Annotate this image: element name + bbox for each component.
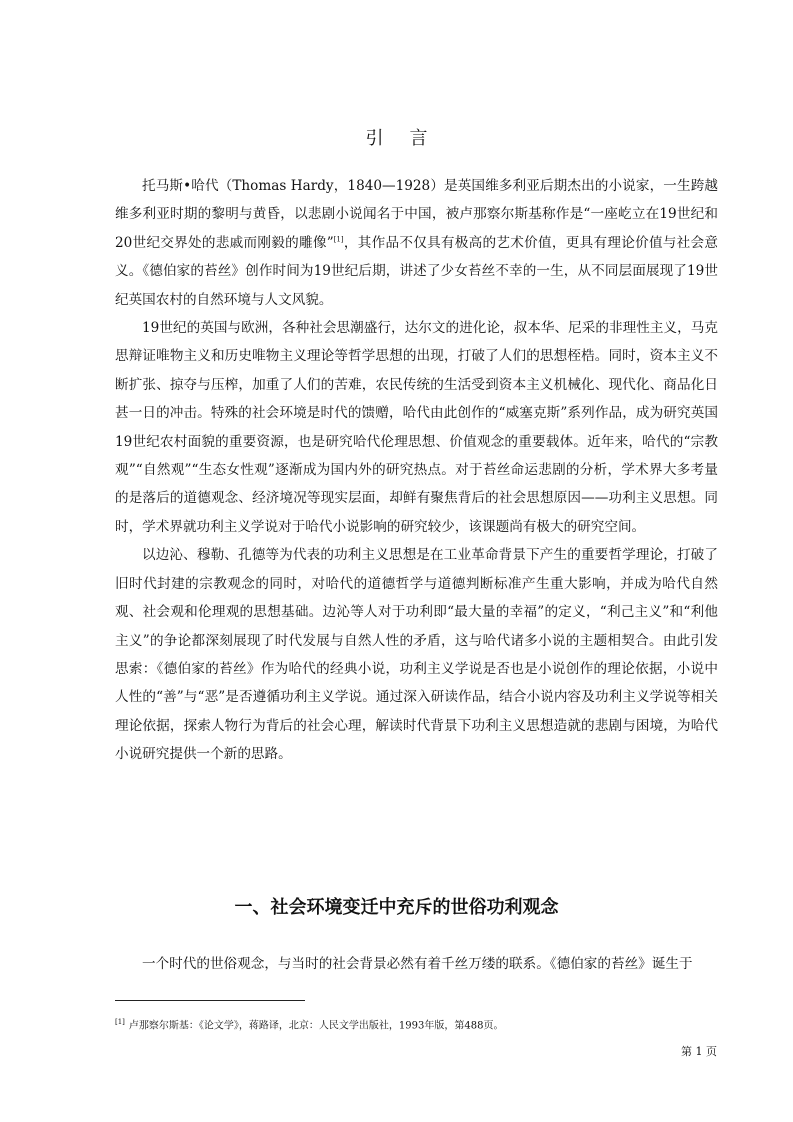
page-title: 引言 [365, 128, 454, 149]
paragraph-3-text: 以边沁、穆勒、孔德等为代表的功利主义思想是在工业革命背景下产生的重要哲学理论，打破了旧时代封建的宗教观念的同时，对哈代的道德哲学与道德判断标准产生重大影响，并成为哈代自然观、社会观和伦理观的思想基础。边沁等人对于功利即“最大量的幸福”的定义，“利己主义”和“利他主义”的争论都深刻展现了时代发展与自然人性的矛盾，这与哈代诸多小说的主题相契合。由此引发思索：《德伯家的苔丝》作为哈代的经典小说，功利主义学说是否也是小说创作的理论依据，小说中人性的“善”与“恶”是否遵循功利主义学说。通过深入研读作品，结合小说内容及功利主义学说等相关理论依据，探索人物行为背后的社会心理，解读时代背景下功利主义思想造就的悲剧与困境，为哈代小说研究提供一个新的思路。 [115, 547, 718, 763]
footnote [115, 1015, 718, 1033]
page-number: 第 1 页 [681, 1045, 717, 1058]
paragraph-1-text-a: 托马斯•哈代（Thomas Hardy，1840—1928）是英国维多利亚后期杰出的小说家，一生跨越维多利亚时期的黎明与黄昏，以悲剧小说闻名于中国，被卢那察尔斯基称作是“一座屹立在19世纪和20世纪交界处的悲戚而刚毅的雕像” [115, 178, 718, 251]
footnote-mark: [1] [115, 1018, 125, 1026]
paragraph-1-text-b: ，其作品不仅具有极高的艺术价值，更具有理论价值与社会意义。《德伯家的苔丝》创作时间为19世纪后期，讲述了少女苔丝不幸的一生，从不同层面展现了19世纪英国农村的自然环境与人文风貌。 [115, 234, 719, 308]
paragraph-1 [115, 172, 718, 314]
section-paragraph: 一个时代的世俗观念，与当时的社会背景必然有着千丝万缕的联系。《德伯家的苔丝》诞生于 [142, 956, 693, 972]
section-heading: 一、社会环境变迁中充斥的世俗功利观念 [234, 897, 559, 918]
footnote-reference[interactable]: [1] [333, 235, 344, 244]
footnote-divider [115, 1000, 305, 1001]
paragraph-2 [115, 314, 718, 541]
paragraph-2-text: 19世纪的英国与欧洲，各种社会思潮盛行，达尔文的进化论，叔本华、尼采的非理性主义，马克思辩证唯物主义和历史唯物主义理论等哲学思想的出现，打破了人们的思想桎梏。同时，资本主义不断扩张、掠夺与压榨，加重了人们的苦难，农民传统的生活受到资本主义机械化、现代化、商品化日甚一日的冲击。特殊的社会环境是时代的馈赠，哈代由此创作的“威塞克斯”系列作品，成为研究英国19世纪农村面貌的重要资源，也是研究哈代伦理思想、价值观念的重要载体。近年来，哈代的“宗教观”“自然观”“生态女性观”逐渐成为国内外的研究热点。对于苔丝命运悲剧的分析，学术界大多考量的是落后的道德观念、经济境况等现实层面，却鲜有聚焦背后的社会思想原因——功利主义思想。同时，学术界就功利主义学说对于哈代小说影响的研究较少，该课题尚有极大的研究空间。 [115, 320, 718, 535]
footnote-text: 卢那察尔斯基：《论文学》，蒋路译，北京：人民文学出版社，1993年版，第488页。 [128, 1020, 504, 1032]
paragraph-3 [115, 541, 718, 768]
section-body [115, 950, 718, 978]
intro-body [115, 172, 718, 769]
